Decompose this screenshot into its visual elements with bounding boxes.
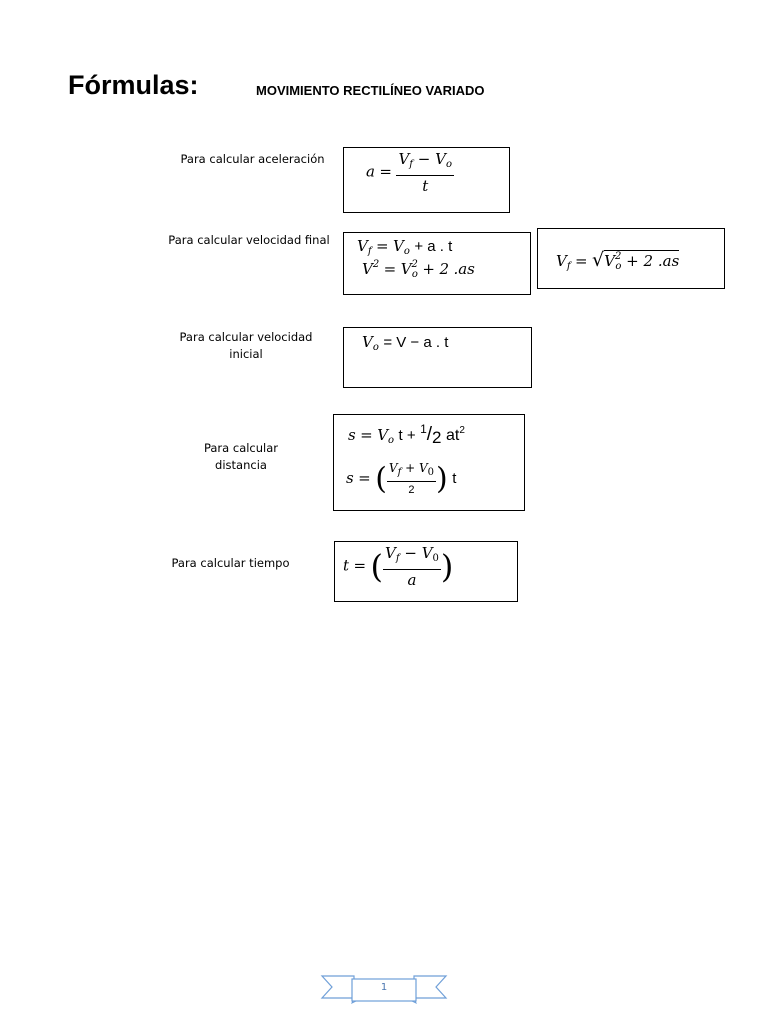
formula-s-average: s = ( $\frac{V_f + V_0}{2}$ ) t xyxy=(346,461,457,497)
page-subtitle: MOVIMIENTO RECTILÍNEO VARIADO xyxy=(256,83,485,98)
formula-box-velocidad-final xyxy=(343,232,531,295)
formula-vo: $V_o = V - a$ . t xyxy=(362,333,449,353)
formula-vf-sqrt: $V_f = √V^2_o + 2$ .as xyxy=(556,249,680,272)
formula-t: t = ( $\frac{V_f - V_0}{a}$ ) xyxy=(343,544,454,589)
formula-box-vf-sqrt xyxy=(537,228,725,289)
formula-v-squared: $V^2 = V^2_o + 2$ .as xyxy=(362,259,475,280)
formula-box-aceleracion xyxy=(343,147,510,213)
page-title: Fórmulas: xyxy=(68,70,199,100)
formula-box-distancia xyxy=(333,414,525,511)
label-aceleracion: Para calcular aceleración xyxy=(180,152,325,166)
label-velocidad-final: Para calcular velocidad final xyxy=(168,233,330,247)
formula-box-velocidad-inicial xyxy=(343,327,532,388)
page-number-ribbon xyxy=(320,973,448,1005)
page-number: 1 xyxy=(380,982,388,993)
label-distancia: Para calcular distancia xyxy=(203,441,279,472)
formula-box-tiempo xyxy=(334,541,518,602)
label-velocidad-inicial: Para calcular velocidad inicial xyxy=(179,330,313,361)
label-tiempo: Para calcular tiempo xyxy=(171,556,290,570)
formula-s-accel: $s = V_o$ t + $^1$/2 $at^2$ xyxy=(348,422,465,447)
formula-aceleracion: a = $\frac{V_f - V_o}{t}$ xyxy=(366,150,452,195)
formula-vf-linear: $V_f = V_o + a$ . t xyxy=(357,237,453,257)
